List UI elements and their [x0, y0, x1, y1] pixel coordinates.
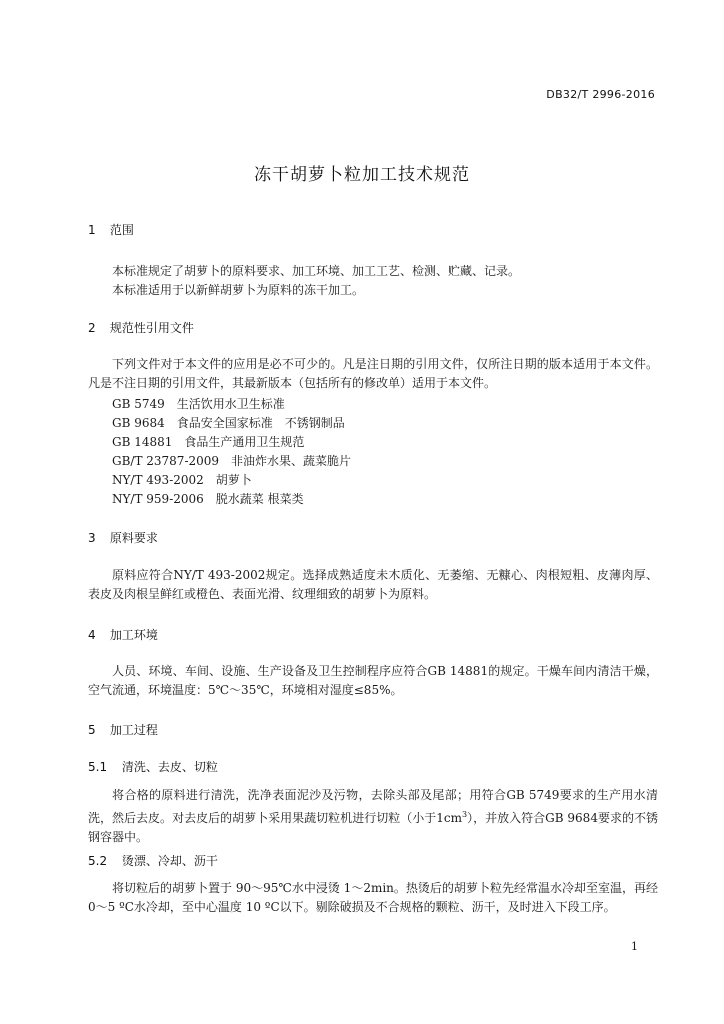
section-5-heading	[88, 721, 158, 738]
cleaning-text-a: 将合格的原料进行清洗，洗净表面泥沙及污物，去除头部及尾部；用符合GB 5749要求的生产用水清洗，然后去皮。对去皮后的胡萝卜采用果蔬切粒机进行切粒（小于1cm	[88, 788, 658, 825]
reference-item: NY/T 959-2006 脱水蔬菜 根菜类	[112, 492, 304, 506]
section-number: 3	[88, 531, 96, 545]
section-1-heading	[88, 221, 134, 238]
section-title: 加工过程	[109, 723, 158, 737]
document-title: 冻干胡萝卜粒加工技术规范	[254, 165, 470, 185]
section-number: 5.1	[88, 760, 108, 774]
reference-item: NY/T 493-2002 胡萝卜	[112, 473, 252, 487]
cleaning-text-b: ），并放入符合GB 9684要求的不锈钢容器中。	[88, 811, 658, 844]
section-number: 4	[88, 628, 96, 642]
reference-item: GB 9684 食品安全国家标准 不锈钢制品	[112, 416, 345, 430]
section-number: 5	[88, 723, 96, 737]
superscript: 3	[462, 810, 468, 819]
reference-item: GB/T 23787-2009 非油炸水果、蔬菜脆片	[112, 454, 352, 468]
section-title: 范围	[109, 223, 134, 237]
section-4-heading	[88, 626, 158, 643]
section-3-heading	[88, 529, 158, 546]
section-5-1-heading	[88, 758, 218, 775]
scope-line-2: 本标准适用于以新鲜胡萝卜为原料的冻干加工。	[112, 283, 365, 297]
section-title: 规范性引用文件	[109, 321, 194, 335]
reference-item: GB 5749 生活饮用水卫生标准	[112, 397, 285, 411]
reference-item: GB 14881 食品生产通用卫生规范	[112, 435, 305, 449]
page-number: 1	[631, 940, 638, 953]
section-5-2-heading	[88, 852, 218, 869]
cleaning-text	[88, 786, 658, 847]
section-number: 2	[88, 321, 96, 335]
section-title: 加工环境	[109, 628, 158, 642]
section-number: 5.2	[88, 854, 108, 868]
scope-line-1: 本标准规定了胡萝卜的原料要求、加工环境、加工工艺、检测、贮藏、记录。	[112, 264, 521, 278]
standard-code: DB32/T 2996-2016	[546, 88, 655, 101]
section-title: 原料要求	[109, 531, 158, 545]
section-title: 清洗、去皮、切粒	[121, 760, 218, 774]
section-title: 烫漂、冷却、沥干	[121, 854, 218, 868]
environment-text: 人员、环境、车间、设施、生产设备及卫生控制程序应符合GB 14881的规定。干燥车间内清洁干燥，空气流通，环境温度：5℃～35℃，环境相对湿度≤85%。	[88, 664, 658, 697]
normative-intro: 下列文件对于本文件的应用是必不可少的。凡是注日期的引用文件，仅所注日期的版本适用于本文件。凡是不注日期的引用文件，其最新版本（包括所有的修改单）适用于本文件。	[88, 357, 658, 390]
section-number: 1	[88, 223, 96, 237]
blanching-text: 将切粒后的胡萝卜置于 90～95℃水中浸烫 1～2min。热烫后的胡萝卜粒先经常温水冷却至室温，再经 0～5 ºC水冷却，至中心温度 10 ºC以下。剔除破损及不合规格的颗粒、沥干，及时进入下段工序。	[88, 881, 658, 914]
section-2-heading	[88, 319, 194, 336]
raw-material-text: 原料应符合NY/T 493-2002规定。选择成熟适度未木质化、无萎缩、无糠心、肉根短粗、皮薄肉厚、表皮及肉根呈鲜红或橙色、表面光滑、纹理细致的胡萝卜为原料。	[88, 568, 658, 601]
